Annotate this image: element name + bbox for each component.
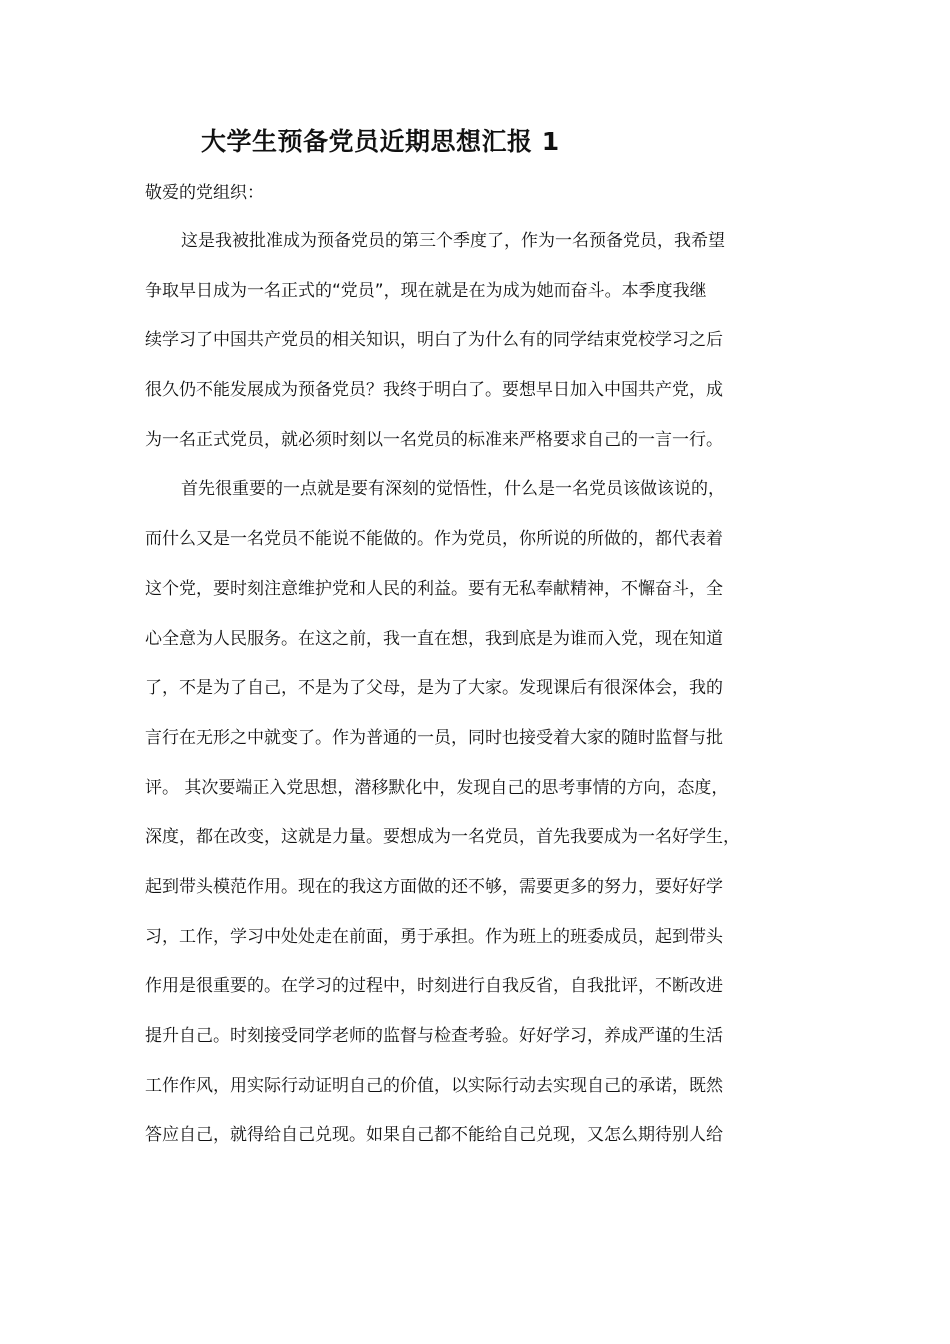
text-line: 心全意为人民服务。在这之前，我一直在想，我到底是为谁而入党，现在知道 xyxy=(145,628,723,649)
document-title: 大学生预备党员近期思想汇报 1 xyxy=(201,127,560,156)
text-line: 首先很重要的一点就是要有深刻的觉悟性，什么是一名党员该做该说的， xyxy=(181,479,725,500)
text-line: 答应自己，就得给自己兑现。如果自己都不能给自己兑现，又怎么期待别人给 xyxy=(145,1125,723,1146)
text-line: 习，工作，学习中处处走在前面，勇于承担。作为班上的班委成员，起到带头 xyxy=(145,926,723,947)
text-line: 续学习了中国共产党员的相关知识，明白了为什么有的同学结束党校学习之后 xyxy=(145,330,723,351)
body-text xyxy=(145,226,810,1170)
text-line: 起到带头模范作用。现在的我这方面做的还不够，需要更多的努力，要好好学 xyxy=(145,876,723,897)
text-line: 工作作风，用实际行动证明自己的价值，以实际行动去实现自己的承诺，既然 xyxy=(145,1075,723,1096)
text-line: 这是我被批准成为预备党员的第三个季度了，作为一名预备党员，我希望 xyxy=(181,231,725,251)
text-line: 言行在无形之中就变了。作为普通的一员，同时也接受着大家的随时监督与批 xyxy=(145,727,723,748)
text-line: 深度，都在改变，这就是力量。要想成为一名党员，首先我要成为一名好学生， xyxy=(145,827,740,848)
salutation: 敬爱的党组织： xyxy=(145,183,264,203)
text-line: 而什么又是一名党员不能说不能做的。作为党员，你所说的所做的，都代表着 xyxy=(145,529,723,550)
text-line: 评。 其次要端正入党思想，潜移默化中，发现自己的思考事情的方向，态度， xyxy=(145,777,729,798)
text-line: 作用是很重要的。在学习的过程中，时刻进行自我反省，自我批评，不断改进 xyxy=(145,976,723,997)
text-line: 了，不是为了自己，不是为了父母，是为了大家。发现课后有很深体会，我的 xyxy=(145,678,723,699)
text-line: 争取早日成为一名正式的“党员”，现在就是在为成为她而奋斗。本季度我继 xyxy=(145,280,707,301)
text-line: 很久仍不能发展成为预备党员？我终于明白了。要想早日加入中国共产党，成 xyxy=(145,380,723,401)
text-line: 这个党，要时刻注意维护党和人民的利益。要有无私奉献精神，不懈奋斗，全 xyxy=(145,578,723,599)
text-line: 提升自己。时刻接受同学老师的监督与检查考验。好好学习，养成严谨的生活 xyxy=(145,1026,723,1046)
text-line: 为一名正式党员，就必须时刻以一名党员的标准来严格要求自己的一言一行。 xyxy=(145,429,723,450)
